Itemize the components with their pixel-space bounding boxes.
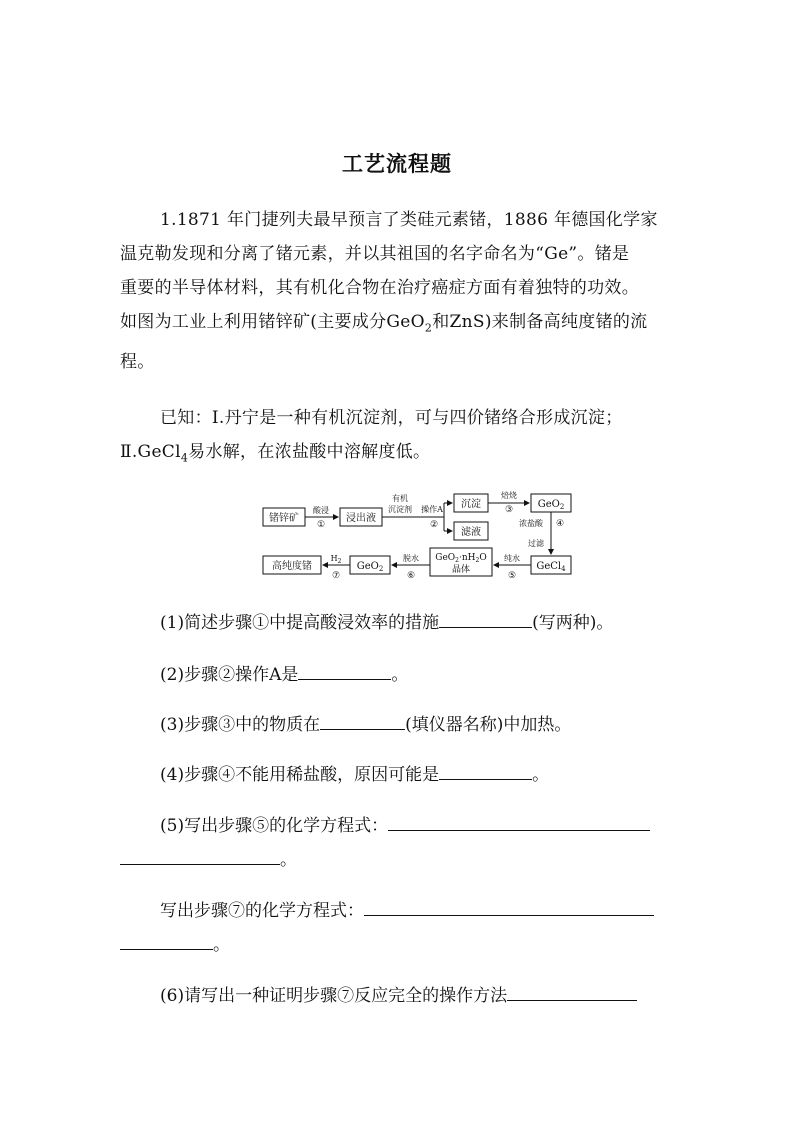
answer-blank[interactable] [507, 982, 637, 1001]
label-op-a: 操作A [421, 505, 443, 514]
stem-line: 1.1871 年门捷列夫最早预言了类硅元素锗，1886 年德国化学家 [160, 210, 658, 230]
process-flow-diagram [260, 486, 600, 586]
node-filtrate: 滤液 [461, 527, 481, 538]
node-hydrate-crystal: 晶体 [451, 565, 471, 575]
node-geo2-bottom: GeO$_2$ [356, 561, 384, 573]
question-5-continued: 。 [120, 845, 297, 870]
label-pure-water: 纯水 [504, 554, 520, 563]
label-filter: 过滤 [528, 539, 544, 548]
node-ore: 锗锌矿 [269, 513, 299, 524]
node-geo2-top: GeO$_2$ [537, 499, 565, 511]
known-conditions [120, 401, 680, 475]
label-n7: ⑦ [331, 571, 341, 581]
question-2: (2)步骤②操作A是 。 [160, 660, 408, 685]
label-h2: $H_2$ [330, 554, 342, 565]
node-hydrate: $GeO_2\cdot nH_2O$ [435, 553, 487, 564]
label-n1: ① [316, 520, 326, 530]
question-4: (4)步骤④不能用稀盐酸，原因可能是 。 [160, 760, 549, 785]
stem-line: 温克勒发现和分离了锗元素，并以其祖国的名字命名为“Ge”。锗是 [120, 244, 630, 264]
label-reagent-b: 沉淀剂 [388, 505, 412, 514]
question-1-stem [120, 203, 680, 379]
label-step1: 酸浸 [313, 506, 329, 515]
question-1: (1)简述步骤①中提高酸浸效率的措施 (写两种)。 [160, 608, 613, 633]
label-dehydrate: 脱水 [403, 554, 419, 563]
stem-line: 重要的半导体材料，其有机化合物在治疗癌症方面有着独特的功效。 [120, 278, 639, 298]
question-5: (5)写出步骤⑤的化学方程式： [160, 811, 650, 836]
node-precipitate: 沉淀 [461, 499, 481, 510]
label-n2: ② [429, 520, 439, 530]
answer-blank[interactable] [439, 609, 532, 628]
label-n4: ④ [555, 519, 565, 529]
known-line: 已知：Ⅰ.丹宁是一种有机沉淀剂，可与四价锗络合形成沉淀； [160, 408, 623, 428]
label-conc-hcl: 浓盐酸 [519, 519, 543, 528]
answer-blank[interactable] [120, 931, 213, 950]
answer-blank[interactable] [120, 846, 280, 865]
question-6: (6)请写出一种证明步骤⑦反应完全的操作方法 [160, 981, 637, 1006]
label-roast: 焙烧 [501, 491, 517, 500]
label-reagent-a: 有机 [392, 494, 408, 503]
answer-blank[interactable] [320, 711, 405, 730]
question-3: (3)步骤③中的物质在 (填仪器名称)中加热。 [160, 710, 571, 735]
node-pure-ge: 高纯度锗 [272, 561, 312, 572]
node-leachate: 浸出液 [346, 513, 376, 524]
stem-line: 程。 [120, 352, 155, 373]
label-n5: ⑤ [507, 571, 517, 581]
page-title: 工艺流程题 [342, 151, 452, 176]
label-n3: ③ [504, 505, 514, 515]
answer-blank[interactable] [388, 812, 650, 831]
answer-blank[interactable] [439, 761, 532, 780]
label-n6: ⑥ [406, 571, 416, 581]
answer-blank[interactable] [364, 897, 654, 916]
node-gecl4: GeCl$_4$ [536, 561, 566, 573]
question-5b-continued: 。 [120, 930, 230, 955]
known-line: Ⅱ.GeCl$_4$易水解，在浓盐酸中溶解度低。 [120, 442, 431, 465]
stem-line: 如图为工业上利用锗锌矿(主要成分GeO$_2$和ZnS)来制备高纯度锗的流 [120, 312, 648, 335]
question-5b: 写出步骤⑦的化学方程式： [160, 896, 654, 921]
answer-blank[interactable] [298, 661, 391, 680]
